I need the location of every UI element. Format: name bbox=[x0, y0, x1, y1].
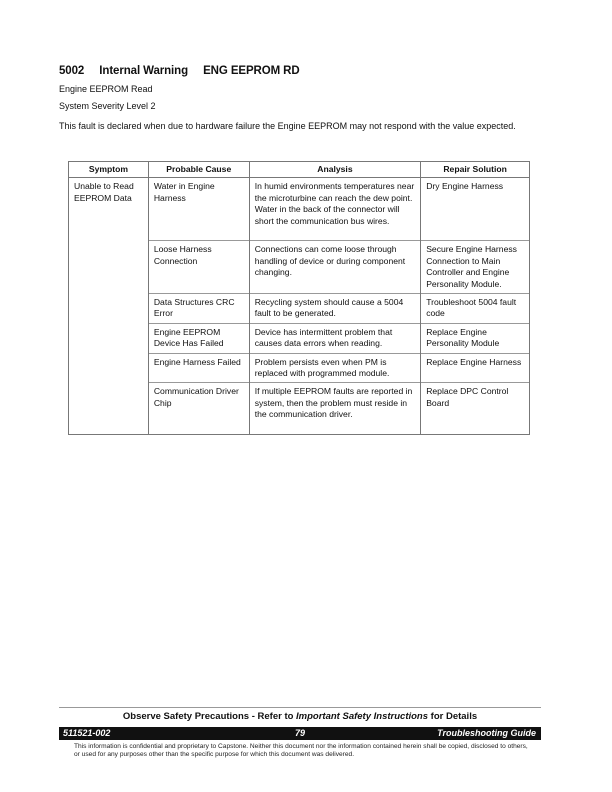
analysis-cell: If multiple EEPROM faults are reported in system, then the problem must reside in the communication driver. bbox=[249, 383, 421, 435]
safety-prefix: Observe Safety Precautions - Refer to bbox=[122, 711, 297, 722]
fault-heading bbox=[59, 65, 312, 77]
fault-description: Engine EEPROM Read bbox=[59, 84, 153, 94]
cause-cell: Communication Driver Chip bbox=[148, 383, 249, 435]
analysis-cell: Recycling system should cause a 5004 fault to be generated. bbox=[249, 294, 421, 324]
repair-cell: Replace DPC Control Board bbox=[421, 383, 530, 435]
troubleshooting-table bbox=[68, 161, 530, 435]
table-header-row bbox=[69, 162, 530, 178]
fault-summary: This fault is declared when due to hardware failure the Engine EEPROM may not respond with the value expected. bbox=[59, 121, 516, 131]
safety-notice bbox=[60, 711, 540, 722]
document-number: 511521-002 bbox=[63, 728, 111, 738]
analysis-cell: Connections can come loose through handling of device or during component changing. bbox=[249, 241, 421, 294]
symptom-cell: Unable to Read EEPROM Data bbox=[69, 178, 149, 435]
page-number: 79 bbox=[294, 728, 305, 738]
footer-divider bbox=[59, 707, 541, 708]
fault-type: Internal Warning bbox=[99, 65, 188, 77]
cause-cell: Data Structures CRC Error bbox=[148, 294, 249, 324]
footer-bar bbox=[59, 727, 541, 740]
analysis-cell: Problem persists even when PM is replaced with programmed module. bbox=[249, 353, 421, 383]
header-analysis: Analysis bbox=[249, 162, 421, 178]
fault-name: ENG EEPROM RD bbox=[203, 65, 300, 77]
analysis-cell: Device has intermittent problem that causes data errors when reading. bbox=[249, 323, 421, 353]
safety-reference: Important Safety Instructions bbox=[296, 711, 429, 722]
table-row bbox=[69, 178, 530, 241]
cause-cell: Loose Harness Connection bbox=[148, 241, 249, 294]
cause-cell: Water in Engine Harness bbox=[148, 178, 249, 241]
cause-cell: Engine Harness Failed bbox=[148, 353, 249, 383]
header-repair-solution: Repair Solution bbox=[421, 162, 530, 178]
safety-suffix: for Details bbox=[428, 711, 478, 722]
header-symptom: Symptom bbox=[69, 162, 149, 178]
repair-cell: Replace Engine Harness bbox=[421, 353, 530, 383]
repair-cell: Secure Engine Harness Connection to Main Controller and Engine Personality Module. bbox=[421, 241, 530, 294]
cause-cell: Engine EEPROM Device Has Failed bbox=[148, 323, 249, 353]
guide-title: Troubleshooting Guide bbox=[437, 728, 536, 738]
fault-code: 5002 bbox=[59, 65, 85, 77]
repair-cell: Replace Engine Personality Module bbox=[421, 323, 530, 353]
repair-cell: Dry Engine Harness bbox=[421, 178, 530, 241]
fault-severity: System Severity Level 2 bbox=[59, 101, 156, 111]
repair-cell: Troubleshoot 5004 fault code bbox=[421, 294, 530, 324]
header-probable-cause: Probable Cause bbox=[148, 162, 249, 178]
analysis-cell: In humid environments temperatures near the microturbine can reach the dew point. Water in the back of the connector will short the communication bus wires. bbox=[249, 178, 421, 241]
confidentiality-notice: This information is confidential and proprietary to Capstone. Neither this document nor the information contained herein shall be copied, disclosed to others, or used for any purposes other than the specific purpose for which this document was delivered. bbox=[74, 743, 528, 758]
